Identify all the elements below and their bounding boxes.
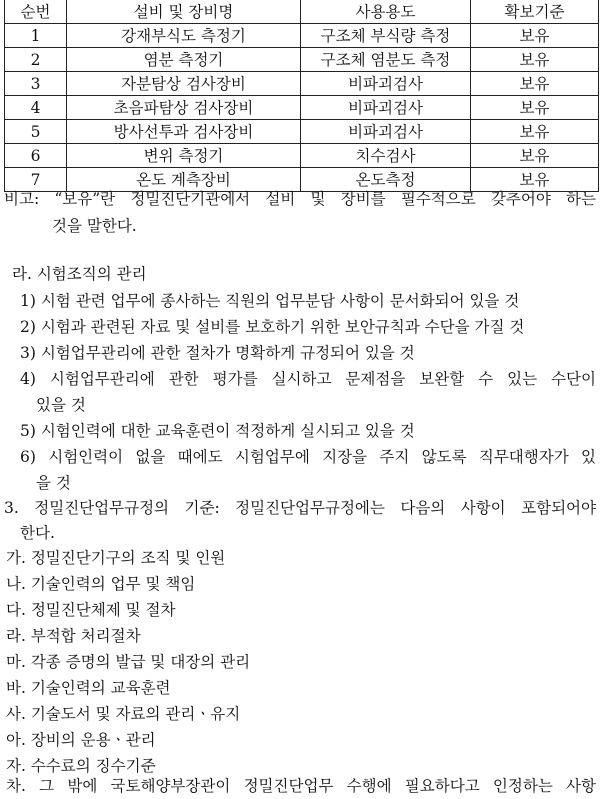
- list-item: 자. 수수료의 징수기준: [6, 757, 156, 775]
- list-item: 아. 장비의 운용ㆍ관리: [6, 731, 156, 749]
- list-item: 2) 시험과 관련된 자료 및 설비를 보호하기 위한 보안규칙과 수단을 가질 것: [20, 318, 525, 336]
- cell-requirement: 보유: [471, 24, 599, 48]
- table-row: [5, 96, 599, 120]
- cell-number: 3: [5, 72, 67, 96]
- list-item: 차. 그 밖에 국토해양부장관이 정밀진단업무 수행에 필요하다고 인정하는 사항: [6, 777, 596, 795]
- cell-equipment-name: 강재부식도 측정기: [67, 24, 301, 48]
- section-heading-continued: 한다.: [20, 524, 55, 542]
- list-item-continued: 있을 것: [36, 396, 86, 414]
- cell-number: 5: [5, 120, 67, 144]
- cell-usage: 비파괴검사: [301, 120, 471, 144]
- list-item: 바. 기술인력의 교육훈련: [6, 679, 171, 697]
- cell-requirement: 보유: [471, 48, 599, 72]
- header-requirement: 확보기준: [471, 0, 599, 24]
- list-item-continued: 을 것: [36, 474, 71, 492]
- cell-usage: 치수검사: [301, 144, 471, 168]
- list-item: 1) 시험 관련 업무에 종사하는 직원의 업무분담 사항이 문서화되어 있을 것: [20, 292, 520, 310]
- table-row: [5, 120, 599, 144]
- cell-requirement: 보유: [471, 72, 599, 96]
- cell-equipment-name: 초음파탐상 검사장비: [67, 96, 301, 120]
- header-usage: 사용용도: [301, 0, 471, 24]
- list-item: 나. 기술인력의 업무 및 책임: [6, 575, 196, 593]
- cell-number: 4: [5, 96, 67, 120]
- note-line: 비고: “보유”란 정밀진단기관에서 설비 및 장비를 필수적으로 갖추어야 하는: [4, 190, 596, 208]
- list-item: 3) 시험업무관리에 관한 절차가 명확하게 규정되어 있을 것: [20, 344, 415, 362]
- cell-requirement: 보유: [471, 168, 599, 192]
- table-row: [5, 144, 599, 168]
- cell-requirement: 보유: [471, 144, 599, 168]
- section-heading: 3. 정밀진단업무규정의 기준: 정밀진단업무규정에는 다음의 사항이 포함되어야: [4, 499, 596, 517]
- table-header-row: [5, 0, 599, 24]
- cell-usage: 구조체 부식량 측정: [301, 24, 471, 48]
- list-item: 라. 부적합 처리절차: [6, 627, 141, 645]
- cell-number: 6: [5, 144, 67, 168]
- cell-number: 7: [5, 168, 67, 192]
- list-item: 6) 시험인력이 없을 때에도 시험업무에 지장을 주지 않도록 직무대행자가 있: [20, 448, 596, 466]
- cell-usage: 온도측정: [301, 168, 471, 192]
- table-row: [5, 24, 599, 48]
- list-item: 다. 정밀진단체제 및 절차: [6, 601, 176, 619]
- table-row: [5, 72, 599, 96]
- list-item: 4) 시험업무관리에 관한 평가를 실시하고 문제점을 보완할 수 있는 수단이: [20, 370, 596, 388]
- cell-usage: 비파괴검사: [301, 72, 471, 96]
- list-item: 마. 각종 증명의 발급 및 대장의 관리: [6, 653, 251, 671]
- cell-equipment-name: 변위 측정기: [67, 144, 301, 168]
- cell-usage: 비파괴검사: [301, 96, 471, 120]
- cell-equipment-name: 염분 측정기: [67, 48, 301, 72]
- cell-usage: 구조체 염분도 측정: [301, 48, 471, 72]
- cell-number: 2: [5, 48, 67, 72]
- list-item: 사. 기술도서 및 자료의 관리ㆍ유지: [6, 705, 241, 723]
- cell-equipment-name: 온도 계측장비: [67, 168, 301, 192]
- section-heading: 라. 시험조직의 관리: [12, 265, 147, 283]
- list-item: 가. 정밀진단기구의 조직 및 인원: [6, 549, 226, 567]
- equipment-table: [4, 0, 599, 192]
- cell-equipment-name: 방사선투과 검사장비: [67, 120, 301, 144]
- list-item: 5) 시험인력에 대한 교육훈련이 적정하게 실시되고 있을 것: [20, 422, 415, 440]
- cell-number: 1: [5, 24, 67, 48]
- table-row: [5, 48, 599, 72]
- header-number: 순번: [5, 0, 67, 24]
- cell-requirement: 보유: [471, 120, 599, 144]
- header-equipment-name: 설비 및 장비명: [67, 0, 301, 24]
- cell-requirement: 보유: [471, 96, 599, 120]
- note-line-continued: 것을 말한다.: [52, 217, 137, 235]
- cell-equipment-name: 자분탐상 검사장비: [67, 72, 301, 96]
